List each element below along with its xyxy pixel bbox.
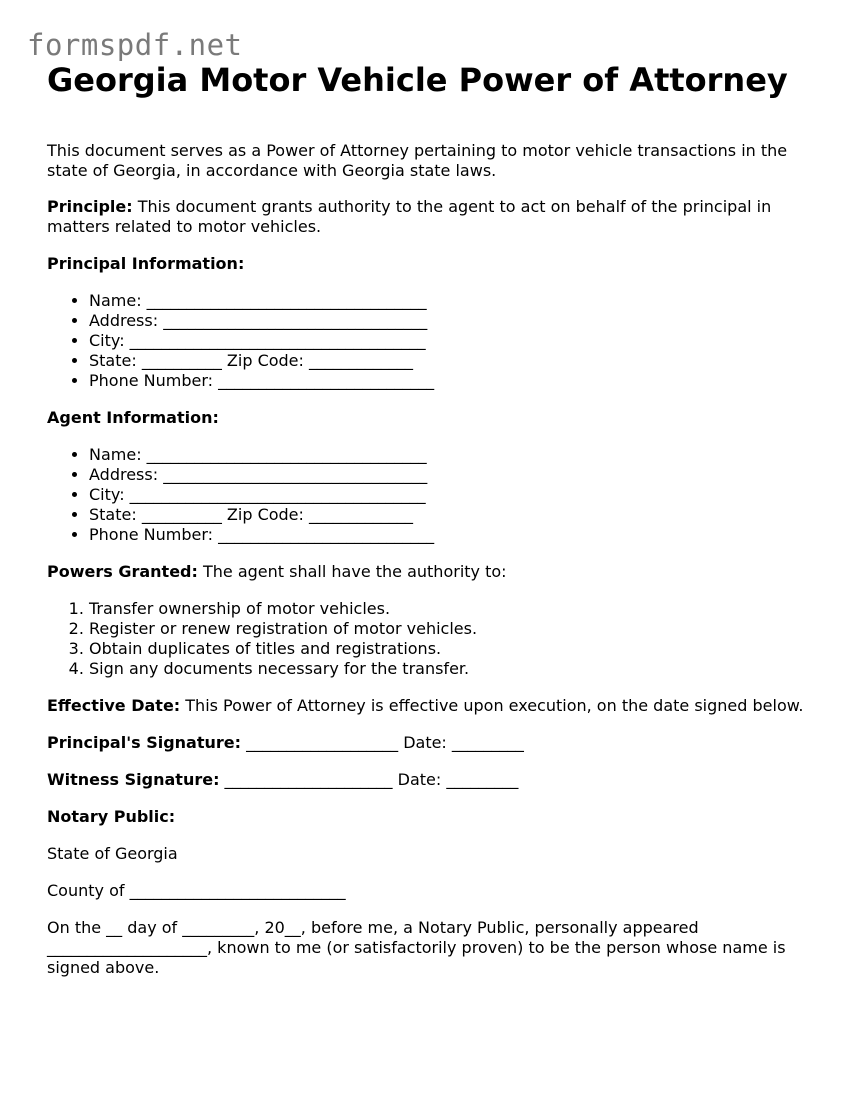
principle-label: Principle:	[47, 197, 133, 216]
principle-text: This document grants authority to the agent to act on behalf of the principal in matters related to motor vehicles.	[47, 197, 772, 236]
power-item: 4. Sign any documents necessary for the transfer.	[89, 659, 817, 679]
witness-signature-blank[interactable]: _____________________ Date: _________	[219, 770, 519, 789]
intro-paragraph: This document serves as a Power of Attorney pertaining to motor vehicle transactions in the state of Georgia, in accordance with Georgia state laws.	[47, 141, 788, 180]
agent-state-zip-field[interactable]: • State: __________ Zip Code: _____________	[89, 505, 817, 525]
agent-phone-field[interactable]: • Phone Number: ___________________________	[89, 525, 817, 545]
powers-list	[47, 599, 817, 679]
principal-name-field[interactable]: • Name: ___________________________________	[89, 291, 817, 311]
notary-county-field[interactable]: County of ___________________________	[47, 881, 346, 900]
principal-signature-line[interactable]	[47, 733, 817, 753]
principal-info-list	[47, 291, 817, 391]
principal-signature-label: Principal's Signature:	[47, 733, 242, 752]
principal-address-field[interactable]: • Address: _________________________________	[89, 311, 817, 331]
agent-address-field[interactable]: • Address: _________________________________	[89, 465, 817, 485]
agent-name-field[interactable]: • Name: ___________________________________	[89, 445, 817, 465]
effective-date-text: This Power of Attorney is effective upon execution, on the date signed below.	[180, 696, 804, 715]
principal-state-zip-field[interactable]: • State: __________ Zip Code: _____________	[89, 351, 817, 371]
notary-heading: Notary Public:	[47, 807, 176, 826]
agent-info-heading: Agent Information:	[47, 408, 219, 427]
page-title: Georgia Motor Vehicle Power of Attorney	[47, 61, 788, 99]
witness-signature-label: Witness Signature:	[47, 770, 220, 789]
power-item: 2. Register or renew registration of motor vehicles.	[89, 619, 817, 639]
power-item: 1. Transfer ownership of motor vehicles.	[89, 599, 817, 619]
witness-signature-line[interactable]	[47, 770, 817, 790]
document-body	[47, 60, 817, 978]
principal-phone-field[interactable]: • Phone Number: ___________________________	[89, 371, 817, 391]
powers-text: The agent shall have the authority to:	[197, 562, 507, 581]
principal-signature-blank[interactable]: ___________________ Date: _________	[241, 733, 524, 752]
notary-closing-paragraph[interactable]: On the __ day of _________, 20__, before me, a Notary Public, personally appeared ____________________, known to me (or satisfactorily proven) to be the person whose name is signed above.	[47, 918, 786, 977]
effective-date-paragraph	[47, 696, 817, 716]
powers-paragraph	[47, 562, 817, 582]
principal-city-field[interactable]: • City: _____________________________________	[89, 331, 817, 351]
effective-date-label: Effective Date:	[47, 696, 181, 715]
agent-city-field[interactable]: • City: _____________________________________	[89, 485, 817, 505]
power-item: 3. Obtain duplicates of titles and registrations.	[89, 639, 817, 659]
agent-info-list	[47, 445, 817, 545]
principal-info-heading: Principal Information:	[47, 254, 245, 273]
principle-paragraph	[47, 197, 817, 237]
powers-label: Powers Granted:	[47, 562, 198, 581]
watermark: formspdf.net	[27, 28, 243, 62]
notary-state: State of Georgia	[47, 844, 178, 863]
